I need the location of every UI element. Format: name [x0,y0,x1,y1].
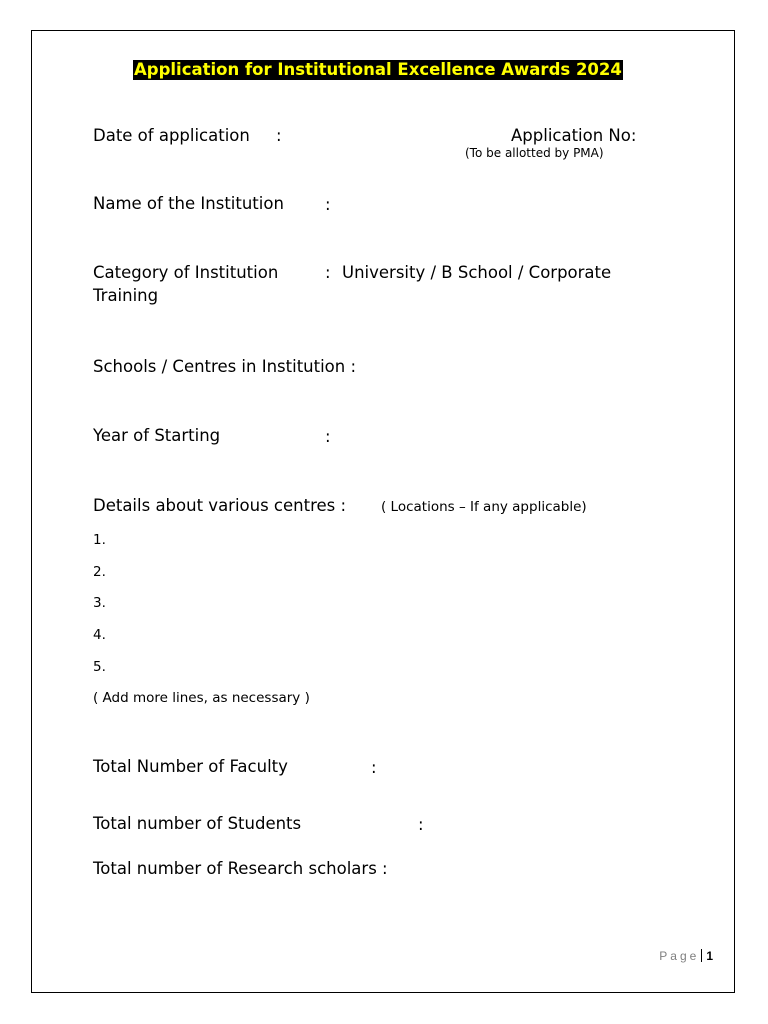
centre-item-1: 1. [93,532,106,548]
page-footer [659,948,713,964]
institution-name-label: Name of the Institution [93,194,284,213]
centres-details-label: Details about various centres : [93,496,347,515]
schools-centres-label: Schools / Centres in Institution : [93,357,357,376]
year-of-starting-label: Year of Starting [93,426,221,445]
year-of-starting-colon: : [325,427,331,446]
category-label: Category of Institution [93,263,279,282]
institution-name-colon: : [325,195,331,214]
centres-details-note: ( Locations – If any applicable) [381,499,587,515]
total-students-label: Total number of Students [93,814,302,833]
application-number-label: Application No: [511,126,637,145]
centre-item-4: 4. [93,627,106,643]
page-word: Page [659,949,700,963]
category-options: University / B School / Corporate [342,263,612,282]
centre-item-3: 3. [93,595,106,611]
centre-item-2: 2. [93,564,106,580]
form-title: Application for Institutional Excellence Awards 2024 [134,60,622,79]
centres-add-more-note: ( Add more lines, as necessary ) [93,690,310,706]
date-of-application-colon: : [276,126,282,145]
total-faculty-colon: : [371,758,377,777]
total-faculty-label: Total Number of Faculty [93,757,288,776]
category-colon: : [325,263,331,282]
application-number-note: (To be allotted by PMA) [465,146,604,160]
page-number: 1 [706,949,713,963]
category-options-continued: Training [93,286,159,305]
total-research-scholars-label: Total number of Research scholars : [93,859,388,878]
page-separator [701,949,702,962]
date-of-application-label: Date of application [93,126,250,145]
centre-item-5: 5. [93,659,106,675]
total-students-colon: : [418,815,424,834]
